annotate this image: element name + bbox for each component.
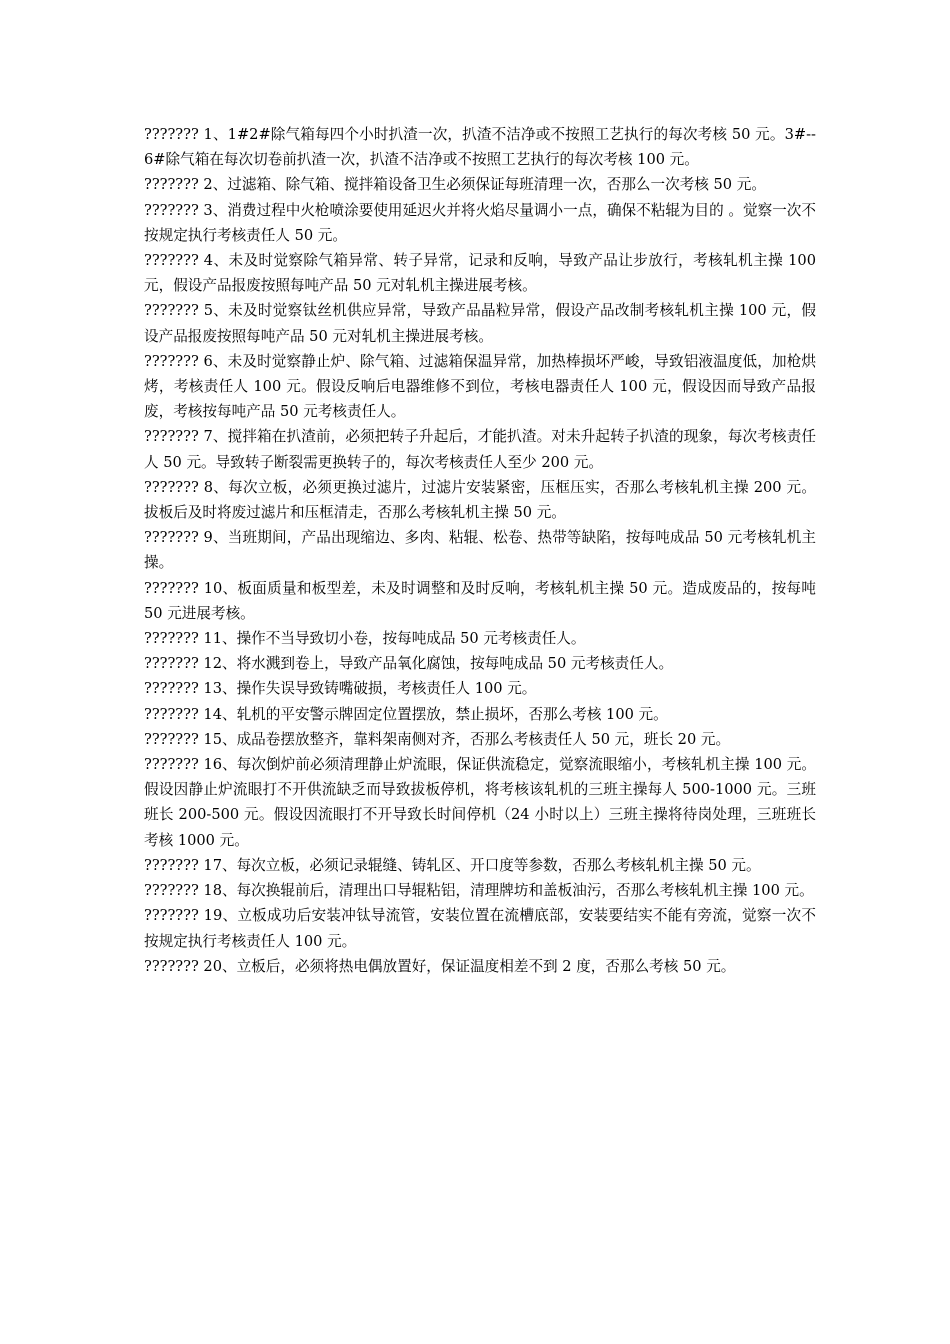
rule-paragraph-12: ??????? 12、将水溅到卷上，导致产品氧化腐蚀，按每吨成品 50 元考核责任人。 bbox=[144, 655, 674, 673]
rule-paragraph-7: ??????? 7、搅拌箱在扒渣前，必须把转子升起后，才能扒渣。对未升起转子扒渣的现象，每次考核责任人 50 元。导致转子断裂需更换转子的，每次考核责任人至少 200 元。 bbox=[144, 428, 816, 471]
rule-paragraph-5: ??????? 5、未及时觉察钛丝机供应异常，导致产品晶粒异常，假设产品改制考核轧机主操 100 元，假设产品报废按照每吨产品 50 元对轧机主操进展考核。 bbox=[144, 302, 816, 345]
rule-paragraph-9: ??????? 9、当班期间，产品出现缩边、多肉、粘辊、松卷、热带等缺陷，按每吨成品 50 元考核轧机主操。 bbox=[144, 529, 816, 572]
rule-paragraph-3: ??????? 3、消费过程中火枪喷涂要使用延迟火并将火焰尽量调小一点，确保不粘辊为目的 。觉察一次不按规定执行考核责任人 50 元。 bbox=[144, 201, 816, 244]
rule-paragraph-19: ??????? 19、立板成功后安装冲钛导流管，安装位置在流槽底部，安装要结实不能有旁流，觉察一次不按规定执行考核责任人 100 元。 bbox=[144, 907, 816, 950]
rule-paragraph-16: ??????? 16、每次倒炉前必须清理静止炉流眼，保证供流稳定，觉察流眼缩小，考核轧机主操 100 元。假设因静止炉流眼打不开供流缺乏而导致拔板停机，将考核该轧机的三班主操每人 500-1000 元。三班班长 200-500 元。假设因流眼打不开导致长时间停机（24 小时以上）三班主操将待岗处理，三班班长考核 1000 元。 bbox=[144, 756, 816, 849]
rule-paragraph-18: ??????? 18、每次换辊前后，清理出口导辊粘铝，清理牌坊和盖板油污，否那么考核轧机主操 100 元。 bbox=[144, 882, 814, 900]
rule-paragraph-13: ??????? 13、操作失误导致铸嘴破损，考核责任人 100 元。 bbox=[144, 680, 537, 698]
rule-paragraph-1: ??????? 1、1#2#除气箱每四个小时扒渣一次，扒渣不洁净或不按照工艺执行的每次考核 50 元。3#--6#除气箱在每次切卷前扒渣一次，扒渣不洁净或不按照工艺执行的每次考核 100 元。 bbox=[144, 126, 816, 169]
rule-paragraph-20: ??????? 20、立板后，必须将热电偶放置好，保证温度相差不到 2 度，否那么考核 50 元。 bbox=[144, 957, 736, 975]
rule-paragraph-2: ??????? 2、过滤箱、除气箱、搅拌箱设备卫生必须保证每班清理一次，否那么一次考核 50 元。 bbox=[144, 176, 766, 194]
rule-paragraph-14: ??????? 14、轧机的平安警示牌固定位置摆放，禁止损坏，否那么考核 100 元。 bbox=[144, 705, 668, 723]
document-body bbox=[144, 122, 816, 979]
rule-paragraph-8: ??????? 8、每次立板，必须更换过滤片，过滤片安装紧密，压框压实，否那么考核轧机主操 200 元。拔板后及时将废过滤片和压框清走，否那么考核轧机主操 50 元。 bbox=[144, 478, 816, 522]
rule-paragraph-15: ??????? 15、成品卷摆放整齐，靠料架南侧对齐，否那么考核责任人 50 元，班长 20 元。 bbox=[144, 730, 731, 748]
rule-paragraph-17: ??????? 17、每次立板，必须记录辊缝、铸轧区、开口度等参数，否那么考核轧机主操 50 元。 bbox=[144, 856, 761, 874]
rule-paragraph-11: ??????? 11、操作不当导致切小卷，按每吨成品 50 元考核责任人。 bbox=[144, 630, 586, 648]
rule-paragraph-6: ??????? 6、未及时觉察静止炉、除气箱、过滤箱保温异常，加热棒损坏严峻，导致铝液温度低，加枪烘烤，考核责任人 100 元。假设反响后电器维修不到位，考核电器责任人 100 元，假设因而导致产品报废，考核按每吨产品 50 元考核责任人。 bbox=[144, 352, 816, 421]
rule-paragraph-10: ??????? 10、板面质量和板型差，未及时调整和及时反响，考核轧机主操 50 元。造成废品的，按每吨 50 元进展考核。 bbox=[144, 579, 816, 622]
rule-paragraph-4: ??????? 4、未及时觉察除气箱异常、转子异常，记录和反响，导致产品让步放行，考核轧机主操 100 元，假设产品报废按照每吨产品 50 元对轧机主操进展考核。 bbox=[144, 252, 816, 295]
